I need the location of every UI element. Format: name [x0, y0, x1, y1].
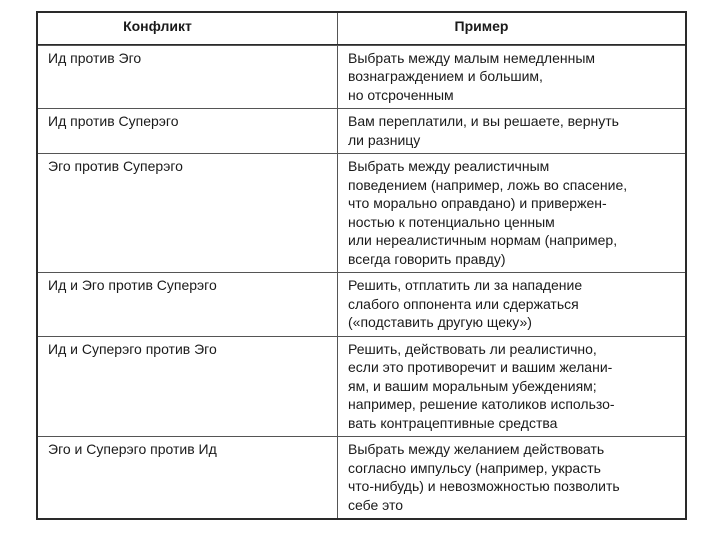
example-cell: Решить, отплатить ли за нападение слабого оппонента или сдержаться («подставить другую щеку»)	[348, 277, 583, 330]
conflict-cell: Ид и Суперэго против Эго	[38, 337, 338, 437]
conflict-cell: Ид и Эго против Суперэго	[38, 273, 338, 336]
conflict-cell: Эго против Суперэго	[38, 154, 338, 272]
table-row	[38, 272, 685, 336]
conflict-cell: Эго и Суперэго против Ид	[38, 437, 338, 518]
header-conflict: Конфликт	[38, 13, 338, 44]
conflict-cell: Ид против Эго	[38, 46, 338, 109]
table-header-row	[38, 13, 685, 45]
table-row	[38, 153, 685, 272]
table-row	[38, 108, 685, 153]
table-row	[38, 436, 685, 518]
example-cell: Вам переплатили, и вы решаете, вернуть ли разницу	[348, 113, 619, 148]
example-cell: Выбрать между реалистичным поведением (например, ложь во спасение, что морально оправдано) и привержен- ностью к потенциально ценным или нереалистичным нормам (например, всегда говорить правду)	[348, 158, 628, 267]
example-cell: Выбрать между малым немедленным вознаграждением и большим, но отсроченным	[348, 49, 596, 103]
conflict-cell: Ид против Суперэго	[38, 109, 338, 153]
table-row	[38, 45, 685, 109]
example-cell: Решить, действовать ли реалистично, если это противоречит и вашим желани- ям, и вашим моральным убеждениям; например, решение католиков использо- вать контрацептивные средства	[348, 340, 615, 431]
conflict-table	[36, 11, 687, 520]
example-cell: Выбрать между желанием действовать согласно импульсу (например, украсть что-нибудь) и невозможностью позволить себе это	[348, 441, 620, 513]
table-row	[38, 336, 685, 437]
header-example: Пример	[454, 18, 509, 34]
